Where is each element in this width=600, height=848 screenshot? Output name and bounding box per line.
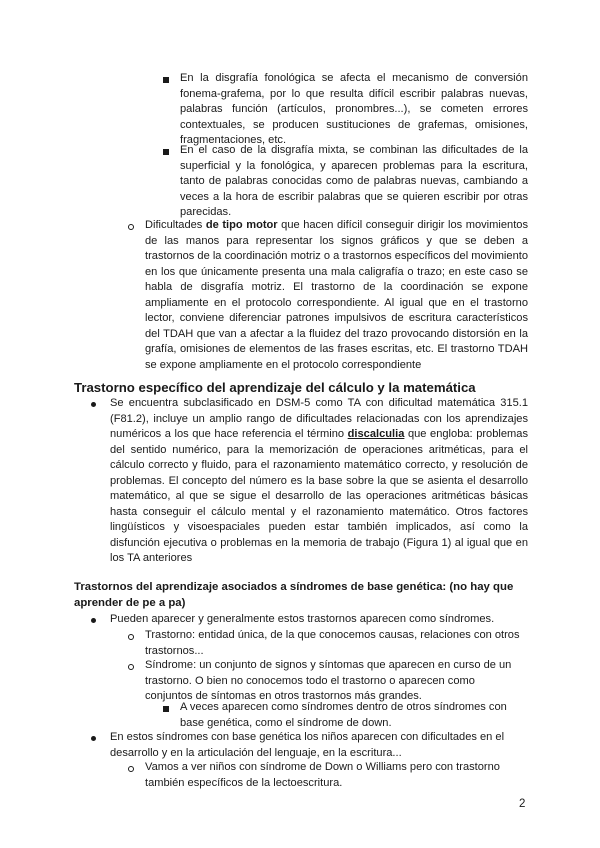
list-subitem-down-williams: Vamos a ver niños con síndrome de Down o Williams pero con trastorno también específicos de la lectoescritura. — [145, 761, 500, 789]
heading-line-1: Trastornos del aprendizaje asociados a síndromes de base genética: (no hay que — [74, 581, 514, 593]
motor-text-post: que hacen difícil conseguir dirigir los movimientos de las manos para representar los signos gráficos y que se deben a trastornos de la coordinación motriz o a trastornos específicos del movimiento en los que únicamente presenta una mala caligrafía o trazo; en este caso se habla de disgrafía motriz. El trastorno de la coordinación se expone ampliamente en el protocolo correspondiente. Al igual que en el trastorno lector, conviene diferenciar patrones impulsivos de escritura característicos del TDAH que van a afectar a la fluidez del trazo provocando distorsión en la grafía, omisiones de elementos de las frases escritas, etc. El trastorno TDAH se expone ampliamente en el protocolo correspondiente — [145, 219, 528, 371]
circle-bullet-icon — [128, 224, 134, 230]
circle-bullet-icon — [128, 634, 134, 640]
paragraph-disgrafia-mixta: En el caso de la disgrafía mixta, se combinan las dificultades de la superficial y la fonológica, y aparecen problemas para la escritura, tanto de palabras conocidas como de palabras nuevas, cambiando a veces a la hora de escribir palabras que se quieren escribir por otras parecidas. — [180, 144, 528, 219]
paragraph-calculo — [110, 396, 528, 567]
page-number: 2 — [519, 798, 526, 810]
disc-bullet-icon — [91, 736, 96, 741]
list-subitem-trastorno: Trastorno: entidad única, de la que conocemos causas, relaciones con otros trastornos... — [145, 629, 520, 657]
section-heading-sindromes — [74, 580, 534, 611]
calculo-text-post: que engloba: problemas del sentido numérico, para la memorización de operaciones aritméticas, para el cálculo correcto y fluido, para el razonamiento matemático correcto, y resolución de problemas. El concepto del número es la base sobre la que se asienta el desarrollo matemático, al que se sigue el desarrollo de las operaciones aritméticas básicas hasta conseguir el cálculo mental y el razonamiento matemático. Otros factores lingüísticos y visoespaciales pueden estar también implicados, así como la disfunción ejecutiva o problemas en la memoria de trabajo (Figura 1) al igual que en los TA anteriores — [110, 428, 528, 565]
square-bullet-icon — [163, 149, 169, 155]
circle-bullet-icon — [128, 664, 134, 670]
discalculia-term: discalculia — [347, 428, 405, 441]
paragraph-disgrafia-fonologica: En la disgrafía fonológica se afecta el mecanismo de conversión fonema-grafema, por lo que resulta difícil escribir palabras nuevas, palabras función (artículos, pronombres...), se cometen errores contextuales, se producen sustituciones de grafemas, omisiones, fragmentaciones, etc. — [180, 72, 528, 147]
square-bullet-icon — [163, 706, 169, 712]
square-bullet-icon — [163, 77, 169, 83]
list-item-sindromes-2: En estos síndromes con base genética los niños aparecen con dificultades en el desarrollo y en la articulación del lenguaje, en la escritura... — [110, 731, 505, 759]
list-subitem-sindrome: Síndrome: un conjunto de signos y síntomas que aparecen en curso de un trastorno. O bien no conocemos todo el trastorno o aparecen como conjuntos de síntomas en otros trastornos más grandes. — [145, 659, 512, 703]
calculo-text-pre: Se encuentra subclasificado en DSM-5 como TA con dificultad matemática 315.1 (F81.2), incluye un amplio rango de dificultades relacionadas con los aprendizajes numéricos a los que hace referencia el término — [110, 397, 528, 441]
circle-bullet-icon — [128, 766, 134, 772]
paragraph-tipo-motor — [145, 218, 528, 373]
motor-text-pre: Dificultades — [145, 219, 206, 231]
list-item-sindromes-1: Pueden aparecer y generalmente estos trastornos aparecen como síndromes. — [110, 613, 495, 625]
list-subsubitem-down: A veces aparecen como síndromes dentro de otros síndromes con base genética, como el síndrome de down. — [180, 701, 507, 729]
motor-text-bold: de tipo motor — [205, 219, 278, 231]
disc-bullet-icon — [91, 402, 96, 407]
disc-bullet-icon — [91, 618, 96, 623]
section-heading-calculo: Trastorno específico del aprendizaje del cálculo y la matemática — [74, 380, 476, 395]
heading-line-2: aprender de pe a pa) — [74, 596, 186, 609]
